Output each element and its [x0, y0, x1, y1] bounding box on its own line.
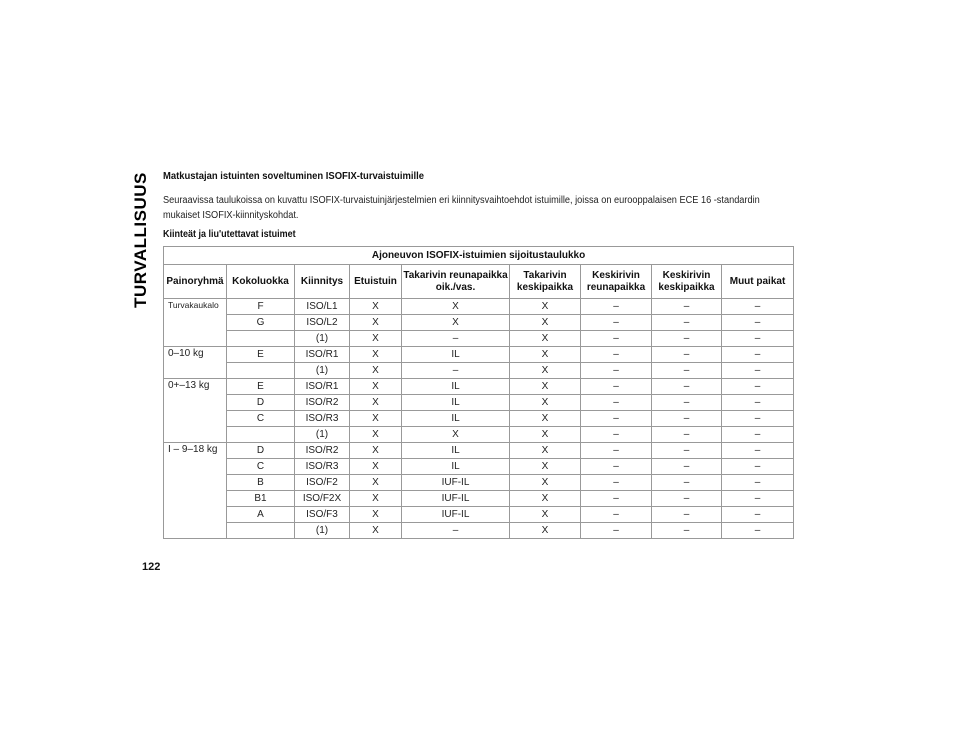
table-cell: – — [652, 491, 722, 507]
table-cell: F — [227, 299, 295, 315]
section-side-tab — [130, 160, 152, 320]
table-row — [164, 299, 794, 315]
table-cell: ISO/L1 — [295, 299, 350, 315]
table-cell — [227, 331, 295, 347]
table-cell: B1 — [227, 491, 295, 507]
table-cell: – — [581, 443, 652, 459]
table-cell: – — [652, 443, 722, 459]
column-header: Takarivin keskipaikka — [510, 265, 581, 299]
table-cell: – — [581, 347, 652, 363]
table-cell: ISO/L2 — [295, 315, 350, 331]
table-cell: X — [402, 299, 510, 315]
table-cell: C — [227, 411, 295, 427]
column-header: Muut paikat — [722, 265, 794, 299]
table-cell: X — [510, 411, 581, 427]
table-cell: X — [510, 491, 581, 507]
table-cell: – — [581, 379, 652, 395]
table-row — [164, 331, 794, 347]
table-cell: – — [722, 427, 794, 443]
table-cell: X — [350, 347, 402, 363]
table-row — [164, 411, 794, 427]
table-cell: (1) — [295, 523, 350, 539]
table-subheading: Kiinteät ja liu'utettavat istuimet — [163, 229, 296, 240]
table-cell: E — [227, 379, 295, 395]
table-cell: – — [581, 331, 652, 347]
table-cell: – — [581, 363, 652, 379]
table-header-row — [164, 265, 794, 299]
table-cell: – — [722, 331, 794, 347]
table-cell: – — [652, 395, 722, 411]
table-cell: X — [510, 507, 581, 523]
table-cell: – — [581, 395, 652, 411]
table-cell — [227, 363, 295, 379]
table-cell: X — [350, 443, 402, 459]
table-cell: ISO/F2X — [295, 491, 350, 507]
weight-group-cell: 0+–13 kg — [164, 379, 227, 443]
table-cell: – — [652, 523, 722, 539]
table-cell: – — [652, 315, 722, 331]
table-cell: ISO/R1 — [295, 347, 350, 363]
column-header: Painoryhmä — [164, 265, 227, 299]
table-cell: X — [402, 427, 510, 443]
table-cell: X — [402, 315, 510, 331]
table-row — [164, 443, 794, 459]
table-cell: ISO/F3 — [295, 507, 350, 523]
table-cell: – — [652, 475, 722, 491]
table-cell: – — [652, 411, 722, 427]
table-cell: X — [510, 379, 581, 395]
table-cell: X — [350, 315, 402, 331]
table-cell: X — [510, 523, 581, 539]
table-cell: IUF-IL — [402, 475, 510, 491]
table-cell: X — [350, 491, 402, 507]
table-cell: – — [402, 331, 510, 347]
table-cell: – — [722, 507, 794, 523]
section-side-tab-label: TURVALLISUUS — [131, 172, 150, 308]
table-cell: IUF-IL — [402, 507, 510, 523]
table-cell: X — [510, 331, 581, 347]
table-cell: X — [350, 411, 402, 427]
table-cell: X — [510, 459, 581, 475]
table-cell: – — [722, 443, 794, 459]
table-row — [164, 475, 794, 491]
table-cell — [227, 427, 295, 443]
table-cell: – — [581, 299, 652, 315]
table-row — [164, 363, 794, 379]
table-cell: ISO/R3 — [295, 459, 350, 475]
table-cell: X — [510, 347, 581, 363]
column-header: Etuistuin — [350, 265, 402, 299]
table-cell: – — [722, 475, 794, 491]
table-cell: X — [510, 475, 581, 491]
table-cell: – — [652, 427, 722, 443]
table-cell: (1) — [295, 363, 350, 379]
table-cell: X — [350, 299, 402, 315]
table-cell: X — [350, 475, 402, 491]
table-cell: X — [510, 299, 581, 315]
table-cell: – — [581, 315, 652, 331]
table-cell: IL — [402, 347, 510, 363]
table-row — [164, 507, 794, 523]
column-header: Kokoluokka — [227, 265, 295, 299]
table-cell: ISO/R1 — [295, 379, 350, 395]
table-cell: – — [652, 363, 722, 379]
table-cell: – — [581, 523, 652, 539]
isofix-placement-table — [163, 246, 794, 539]
table-row — [164, 523, 794, 539]
table-row — [164, 379, 794, 395]
column-header: Keskirivin keskipaikka — [652, 265, 722, 299]
table-body — [164, 299, 794, 539]
table-cell: E — [227, 347, 295, 363]
table-cell: X — [350, 331, 402, 347]
table-cell: D — [227, 443, 295, 459]
table-cell: IL — [402, 379, 510, 395]
table-cell: X — [510, 315, 581, 331]
table-cell: X — [350, 459, 402, 475]
table-cell: X — [510, 427, 581, 443]
table-cell: – — [581, 411, 652, 427]
table-cell: – — [722, 379, 794, 395]
weight-group-cell: 0–10 kg — [164, 347, 227, 379]
table-cell: – — [652, 331, 722, 347]
table-cell: – — [722, 491, 794, 507]
table-cell: X — [510, 443, 581, 459]
table-cell: X — [350, 507, 402, 523]
table-cell: – — [722, 523, 794, 539]
table-cell: X — [350, 523, 402, 539]
table-cell: – — [402, 363, 510, 379]
table-cell: – — [581, 475, 652, 491]
table-cell: – — [652, 379, 722, 395]
table-cell: (1) — [295, 427, 350, 443]
table-cell: – — [581, 491, 652, 507]
table-cell: – — [581, 427, 652, 443]
table-cell: IL — [402, 459, 510, 475]
table-cell: – — [722, 395, 794, 411]
table-cell: X — [350, 379, 402, 395]
table-cell: X — [510, 395, 581, 411]
table-cell: – — [652, 299, 722, 315]
table-cell: – — [581, 459, 652, 475]
table-cell: IL — [402, 411, 510, 427]
table-cell: X — [350, 427, 402, 443]
table-cell: – — [581, 507, 652, 523]
table-cell: IL — [402, 443, 510, 459]
table-cell: ISO/R2 — [295, 395, 350, 411]
table-cell: (1) — [295, 331, 350, 347]
weight-group-cell: Turvakaukalo — [164, 299, 227, 347]
table-cell: – — [722, 299, 794, 315]
table-cell: – — [722, 315, 794, 331]
table-cell: X — [350, 363, 402, 379]
table-cell: – — [652, 347, 722, 363]
table-cell: B — [227, 475, 295, 491]
table-cell: IUF-IL — [402, 491, 510, 507]
table-row — [164, 315, 794, 331]
table-cell: ISO/R3 — [295, 411, 350, 427]
table-cell: ISO/F2 — [295, 475, 350, 491]
table-cell: – — [722, 347, 794, 363]
table-cell: G — [227, 315, 295, 331]
table-row — [164, 395, 794, 411]
table-cell: X — [350, 395, 402, 411]
table-cell: – — [402, 523, 510, 539]
page-number: 122 — [142, 561, 161, 573]
column-header: Takarivin reunapaikka oik./vas. — [402, 265, 510, 299]
table-cell: – — [652, 459, 722, 475]
table-cell: – — [722, 459, 794, 475]
column-header: Keskirivin reunapaikka — [581, 265, 652, 299]
table-cell — [227, 523, 295, 539]
column-header: Kiinnitys — [295, 265, 350, 299]
table-cell: C — [227, 459, 295, 475]
table-cell: ISO/R2 — [295, 443, 350, 459]
table-cell: D — [227, 395, 295, 411]
table-row — [164, 459, 794, 475]
intro-paragraph: Seuraavissa taulukoissa on kuvattu ISOFIX-turvaistuinjärjestelmien eri kiinnitysvaihtoehdot istuimille, joissa on eurooppalaisen ECE 16 -standardin mukaiset ISOFIX-kiinnityskohdat. — [163, 195, 760, 221]
table-cell: – — [652, 507, 722, 523]
table-cell: X — [510, 363, 581, 379]
weight-group-cell: I – 9–18 kg — [164, 443, 227, 539]
table-row — [164, 347, 794, 363]
section-heading: Matkustajan istuinten soveltuminen ISOFIX-turvaistuimille — [163, 170, 424, 182]
table-cell: A — [227, 507, 295, 523]
table-caption: Ajoneuvon ISOFIX-istuimien sijoitustaulukko — [164, 247, 794, 265]
table-row — [164, 427, 794, 443]
table-cell: – — [722, 363, 794, 379]
table-row — [164, 491, 794, 507]
table-cell: – — [722, 411, 794, 427]
page-content — [163, 170, 793, 539]
table-cell: IL — [402, 395, 510, 411]
